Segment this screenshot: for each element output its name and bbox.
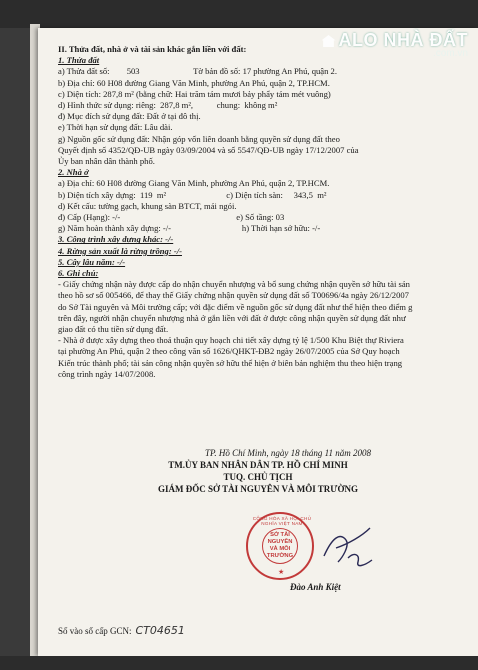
notes-lines (58, 279, 474, 380)
gcn-label: Số vào sổ cấp GCN: (58, 626, 132, 636)
note-line: tại phường An Phú, quận 2 theo công văn số 1626/QHKT-ĐB2 ngày 26/07/2005 của Sở Quy hoạch (58, 346, 400, 357)
authority-proxy: TUQ. CHỦ TỊCH (223, 472, 293, 482)
scan-bottom-border (0, 656, 478, 670)
authority-line: TM.ỦY BAN NHÂN DÂN TP. HỒ CHÍ MINH (168, 460, 348, 470)
note-line: theo hồ sơ số 005466, để thay thế Giấy chứng nhận quyền sử dụng đất số T00696/4a ngày 26/12/2007 (58, 290, 409, 301)
other-structures: 3. Công trình xây dựng khác: -/- (58, 234, 174, 245)
signature-block (58, 447, 458, 495)
scan-top-border (0, 0, 478, 28)
note-line: trên đây, người nhận chuyển nhượng nhà ở gắn liền với đất ở được công nhận quyền sử dụng đất như (58, 312, 406, 323)
house-line: d) Kết cấu: tường gạch, khung sàn BTCT, mái ngói. (58, 200, 237, 211)
handwritten-signature (318, 518, 378, 578)
authority-director: GIÁM ĐỐC SỞ TÀI NGUYÊN VÀ MÔI TRƯỜNG (158, 484, 358, 494)
document-body (58, 44, 474, 380)
note-line: do Sở Tài nguyên và Môi trường cấp; với đặc điểm về nguồn gốc sử dụng đất như thể hiện theo điểm g (58, 301, 413, 312)
note-line: - Nhà ở được xây dựng theo thoả thuận quy hoạch chi tiết xây dựng tỷ lệ 1/500 Khu Biệt thự Riviera (58, 335, 404, 346)
house-line: b) Diện tích xây dựng: 119 m² c) Diện tích sàn: 343,5 m² (58, 189, 327, 200)
section-title: II. Thửa đất, nhà ở và tài sản khác gắn liền với đất: (58, 44, 247, 54)
official-seal (246, 512, 314, 580)
land-line: g) Nguồn gốc sử dụng đất: Nhận góp vốn liên doanh bằng quyền sử dụng đất theo (58, 133, 340, 144)
note-line: - Giấy chứng nhận này được cấp do nhận chuyển nhượng và bổ sung chứng nhận quyền sở hữu tài sản (58, 279, 410, 290)
note-line: công trình ngày 14/07/2008. (58, 368, 156, 379)
note-line: giao đất có thu tiền sử dụng đất. (58, 324, 169, 335)
production-forest: 4. Rừng sản xuất là rừng trồng: -/- (58, 245, 182, 256)
note-line: Kiến trúc thành phố; tài sản công nhận quyền sở hữu thể hiện ở biên bản nghiệm thu theo hiện trạng (58, 357, 403, 368)
house-heading: 2. Nhà ở (58, 167, 89, 178)
gcn-register (58, 624, 185, 637)
land-line: d) Hình thức sử dụng: riêng: 287,8 m², chung: không m² (58, 100, 278, 111)
land-lines (58, 66, 474, 167)
watermark-domain: .com.vn (432, 48, 468, 59)
land-line: c) Diện tích: 287,8 m² (bằng chữ: Hai trăm tám mươi bảy phẩy tám mét vuông) (58, 88, 331, 99)
place-date: TP. Hồ Chí Minh, ngày 18 tháng 11 năm 2008 (205, 448, 371, 458)
watermark-logo-text: ALO NHÀ ĐẤT (338, 30, 468, 50)
land-line: đ) Mục đích sử dụng đất: Đất ở tại đô thị. (58, 111, 201, 122)
seal-star-icon: ★ (278, 569, 285, 576)
seal-ring-text: CỘNG HÒA XÃ HỘI CHỦ NGHĨA VIỆT NAM (252, 516, 312, 526)
land-line: b) Địa chỉ: 60 H08 đường Giang Văn Minh, phường An Phú, quận 2, TP.HCM. (58, 77, 330, 88)
gcn-number: CT04651 (135, 624, 185, 637)
land-line: e) Thời hạn sử dụng đất: Lâu dài. (58, 122, 173, 133)
house-line: đ) Cấp (Hạng): -/- e) Số tầng: 03 (58, 212, 285, 223)
seal-center-text: SỞ TÀI NGUYÊN VÀ MÔI TRƯỜNG (262, 528, 298, 564)
land-line: Ủy ban nhân dân thành phố. (58, 156, 155, 167)
notes-heading: 6. Ghi chú: (58, 268, 99, 279)
perennial-trees: 5. Cây lâu năm: -/- (58, 256, 126, 267)
house-line: a) Địa chỉ: 60 H08 đường Giang Văn Minh, phường An Phú, quận 2, TP.HCM. (58, 178, 330, 189)
land-heading: 1. Thửa đất (58, 55, 100, 66)
house-lines (58, 178, 474, 234)
land-line: a) Thửa đất số: 503 Tờ bản đồ số: 17 phường An Phú, quận 2. (58, 66, 337, 77)
house-line: g) Năm hoàn thành xây dựng: -/- h) Thời hạn sở hữu: -/- (58, 223, 321, 234)
signer-name: Đào Anh Kiệt (290, 582, 341, 592)
land-line: Quyết định số 4352/QĐ-UB ngày 03/09/2004 và số 5547/QĐ-UB ngày 17/12/2007 của (58, 144, 359, 155)
